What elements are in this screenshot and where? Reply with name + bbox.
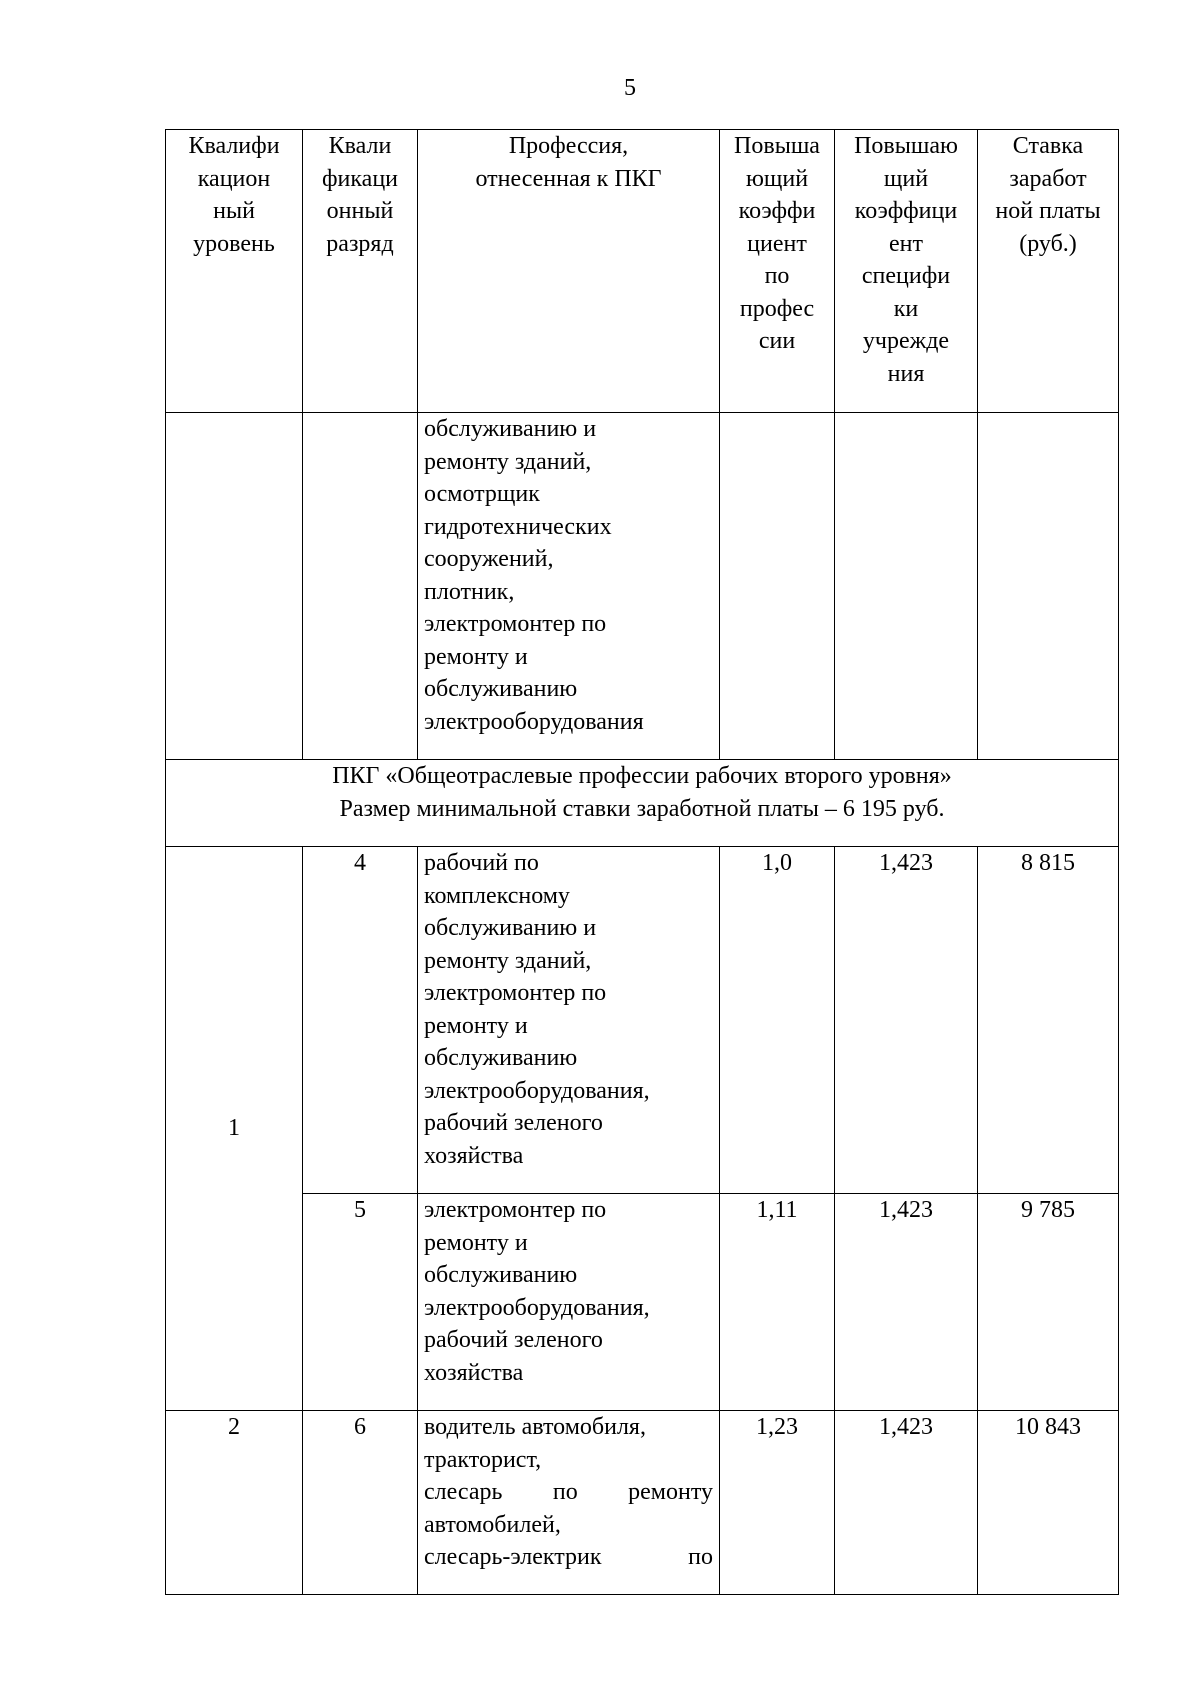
header-profession-coefficient: Повыша ющий коэффи циент по профес сии — [720, 130, 835, 413]
cell-rate-empty — [978, 413, 1119, 760]
group-min-rate: Размер минимальной ставки заработной платы – 6 195 руб. — [339, 795, 945, 822]
cell-rate: 10 843 — [978, 1411, 1119, 1595]
cell-level: 2 — [166, 1411, 303, 1595]
cell-rate: 8 815 — [978, 847, 1119, 1194]
group-title: ПКГ «Общеотраслевые профессии рабочих второго уровня» — [332, 763, 952, 789]
table-row — [166, 1411, 1119, 1595]
page-number: 5 — [624, 75, 636, 101]
table-row-continuation — [166, 413, 1119, 760]
header-qualification-grade: Квали фикаци онный разряд — [303, 130, 418, 413]
cell-coef-prof: 1,0 — [720, 847, 835, 1194]
group-header — [166, 760, 1119, 847]
cell-coef-prof-empty — [720, 413, 835, 760]
header-qualification-level: Квалифи кацион ный уровень — [166, 130, 303, 413]
header-profession: Профессия, отнесенная к ПКГ — [418, 130, 720, 413]
header-row — [166, 130, 1119, 413]
cell-level-empty — [166, 413, 303, 760]
cell-rate: 9 785 — [978, 1194, 1119, 1411]
cell-grade-empty — [303, 413, 418, 760]
cell-profession: водитель автомобиля, тракторист, слесарь по ремонту автомобилей, слесарь-электрик по — [418, 1411, 720, 1595]
cell-coef-prof: 1,23 — [720, 1411, 835, 1595]
cell-coef-inst: 1,423 — [835, 847, 978, 1194]
cell-coef-inst-empty — [835, 413, 978, 760]
cell-coef-inst: 1,423 — [835, 1411, 978, 1595]
salary-table — [165, 129, 1119, 1595]
cell-coef-inst: 1,423 — [835, 1194, 978, 1411]
cell-grade: 5 — [303, 1194, 418, 1411]
group-header-row — [166, 760, 1119, 847]
table-row — [166, 847, 1119, 1194]
cell-profession: электромонтер по ремонту и обслуживанию электрооборудования, рабочий зеленого хозяйства — [418, 1194, 720, 1411]
cell-profession: обслуживанию и ремонту зданий, осмотрщик гидротехнических сооружений, плотник, электромонтер по ремонту и обслуживанию электрооборудования — [418, 413, 720, 760]
header-institution-coefficient: Повышаю щий коэффици ент специфи ки учрежде ния — [835, 130, 978, 413]
cell-level: 1 — [166, 847, 303, 1411]
table-row — [166, 1194, 1119, 1411]
header-salary-rate: Ставка заработ ной платы (руб.) — [978, 130, 1119, 413]
cell-grade: 6 — [303, 1411, 418, 1595]
cell-profession: рабочий по комплексному обслуживанию и ремонту зданий, электромонтер по ремонту и обслуживанию электрооборудования, рабочий зеленого хозяйства — [418, 847, 720, 1194]
cell-coef-prof: 1,11 — [720, 1194, 835, 1411]
cell-grade: 4 — [303, 847, 418, 1194]
